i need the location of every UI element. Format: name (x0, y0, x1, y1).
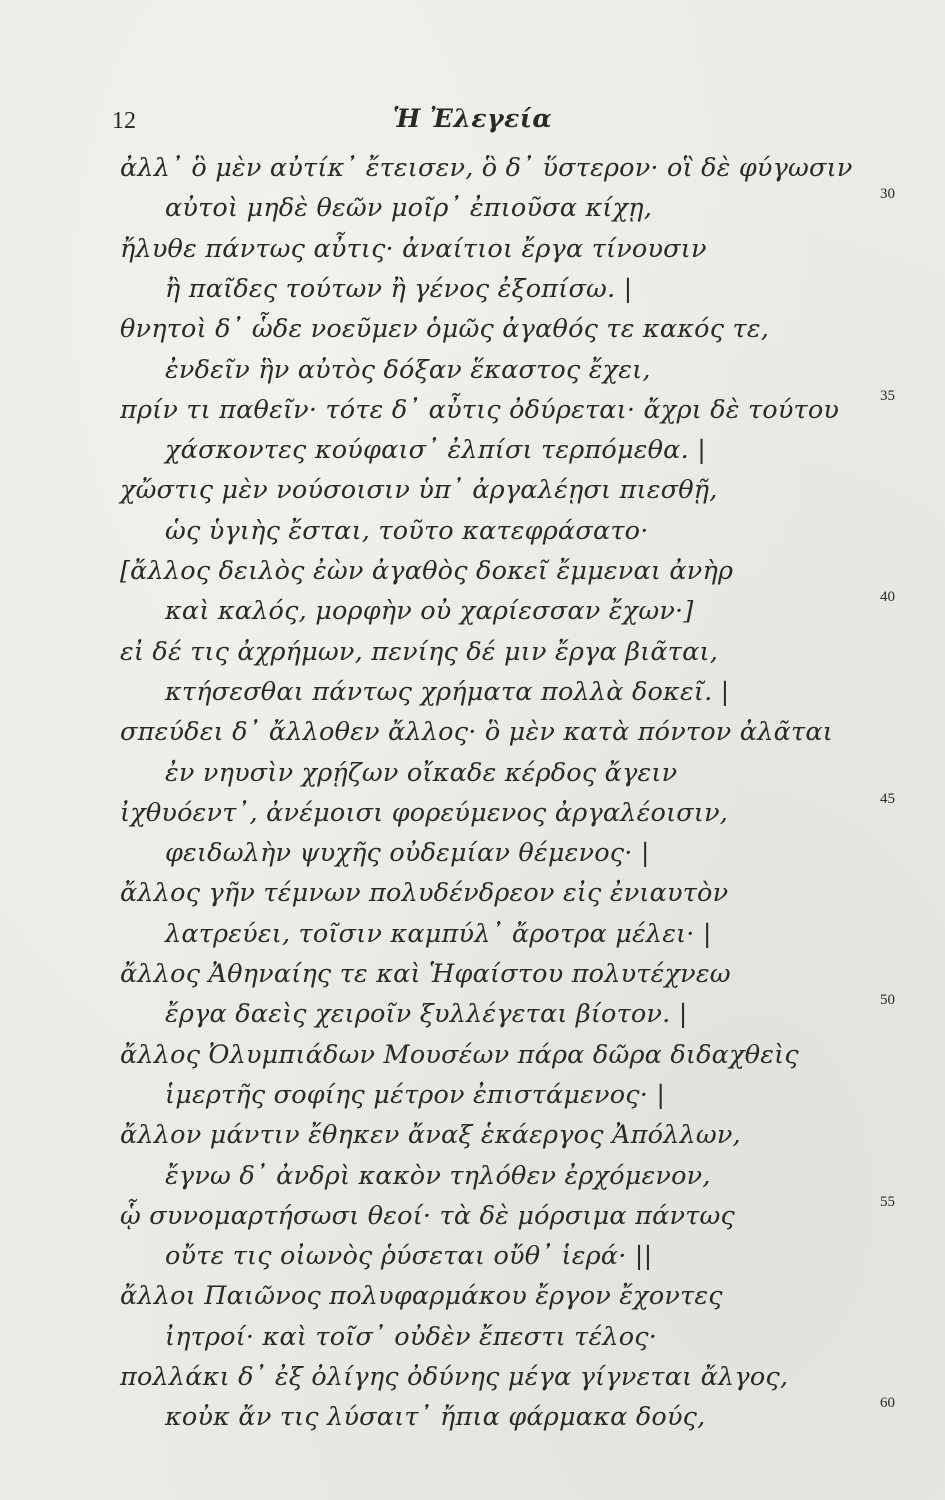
verse-line (0, 1193, 945, 1236)
verse-text: κτήσεσθαι πάντως χρήματα πολλὰ δοκεῖ. | (165, 676, 730, 707)
line-number: 45 (880, 790, 895, 807)
verse-text: ὡς ὑγιὴς ἔσται, τοῦτο κατεφράσατο· (165, 515, 649, 546)
line-number: 60 (880, 1395, 895, 1412)
verse-line (0, 672, 945, 712)
verse-text: ἰχθυόεντ᾽, ἀνέμοισι φορεύμενος ἀργαλέοισιν, (120, 797, 729, 828)
verse-line (0, 430, 945, 470)
verse-text: καὶ καλός, μορφὴν οὐ χαρίεσσαν ἔχων·] (165, 596, 694, 627)
verse-text: ἔγνω δ᾽ ἀνδρὶ κακὸν τηλόθεν ἐρχόμενον, (165, 1160, 711, 1191)
verse-text: πολλάκι δ᾽ ἐξ ὀλίγης ὀδύνης μέγα γίγνεται ἄλγος, (120, 1362, 789, 1392)
verse-line (0, 1397, 945, 1437)
verse-line (0, 350, 945, 390)
page-number: 12 (112, 108, 136, 134)
verse-line (0, 1276, 945, 1316)
verse-text: ἄλλος Ὀλυμπιάδων Μουσέων πάρα δῶρα διδαχθεὶς (120, 1039, 799, 1070)
verse-line (0, 229, 945, 269)
verse-line (0, 1317, 945, 1357)
verse-text: [ἄλλος δειλὸς ἐὼν ἀγαθὸς δοκεῖ ἔμμεναι ἀνὴρ (120, 556, 734, 586)
verse-line (0, 188, 945, 228)
line-number: 30 (880, 186, 895, 203)
verse-line (0, 387, 945, 430)
verse-text: ἤλυθε πάντως αὖτις· ἀναίτιοι ἔργα τίνουσιν (120, 233, 707, 264)
verse-text: χὤστις μὲν νούσοισιν ὑπ᾽ ἀργαλέῃσι πιεσθῇ, (120, 475, 718, 506)
verse-line (0, 1156, 945, 1196)
verse-line (0, 914, 945, 954)
verse-line (0, 148, 945, 188)
verse-line (0, 269, 945, 309)
verse-text: πρίν τι παθεῖν· τότε δ᾽ αὖτις ὀδύρεται· ἄχρι δὲ τούτου (120, 394, 840, 425)
verse-text: ἄλλος Ἀθηναίης τε καὶ Ἡφαίστου πολυτέχνεω (120, 959, 731, 989)
verse-text: ἄλλοι Παιῶνος πολυφαρμάκου ἔργον ἔχοντες (120, 1281, 723, 1312)
verse-line (0, 1075, 945, 1115)
verse-text: θνητοὶ δ᾽ ὧδε νοεῦμεν ὁμῶς ἀγαθός τε κακός τε, (120, 314, 770, 345)
verse-text: ἄλλον μάντιν ἔθηκεν ἄναξ ἑκάεργος Ἀπόλλων, (120, 1120, 741, 1151)
verse-text: φειδωλὴν ψυχῆς οὐδεμίαν θέμενος· | (165, 838, 650, 869)
verse-text: ἄλλος γῆν τέμνων πολυδένδρεον εἰς ἐνιαυτὸν (120, 878, 729, 909)
line-number: 50 (880, 992, 895, 1009)
verse-line (0, 591, 945, 631)
verse-text: ἐνδεῖν ἣν αὐτὸς δόξαν ἕκαστος ἔχει, (165, 354, 651, 385)
verse-line (0, 712, 945, 752)
verse-line (0, 551, 945, 591)
line-number: 40 (880, 589, 895, 606)
verse-line (0, 994, 945, 1034)
verse-text: εἰ δέ τις ἀχρήμων, πενίης δέ μιν ἔργα βιᾶται, (120, 636, 719, 667)
verse-text: ἀλλ᾽ ὃ μὲν αὐτίκ᾽ ἔτεισεν, ὃ δ᾽ ὕστερον· οἳ δὲ φύγωσιν (120, 153, 853, 183)
verse-line (0, 833, 945, 873)
verse-text: ἐν νηυσὶν χρῄζων οἴκαδε κέρδος ἄγειν (165, 757, 678, 788)
verse-line (0, 1035, 945, 1075)
verse-line (0, 511, 945, 551)
running-head: Ἡ Ἐλεγεία (392, 104, 553, 133)
verse-line (0, 632, 945, 672)
verse-text: ἰητροί· καὶ τοῖσ᾽ οὐδὲν ἔπεστι τέλος· (165, 1321, 658, 1352)
verse-line (0, 1357, 945, 1397)
verse-line (0, 1236, 945, 1276)
verse-line (0, 470, 945, 510)
verse-line (0, 753, 945, 793)
verse-line (0, 790, 945, 833)
verse-text: ἔργα δαεὶς χειροῖν ξυλλέγεται βίοτον. | (165, 999, 688, 1030)
verse-text: αὐτοὶ μηδὲ θεῶν μοῖρ᾽ ἐπιοῦσα κίχῃ, (165, 193, 653, 224)
verse-line (0, 309, 945, 349)
verse-line (0, 873, 945, 913)
verse-text: κοὐκ ἄν τις λύσαιτ᾽ ἤπια φάρμακα δούς, (165, 1402, 706, 1433)
verse-text: χάσκοντες κούφαισ᾽ ἐλπίσι τερπόμεθα. | (165, 435, 706, 466)
line-number: 35 (880, 387, 895, 404)
verse-text: λατρεύει, τοῖσιν καμπύλ᾽ ἄροτρα μέλει· | (165, 918, 712, 949)
verse-text: ἢ παῖδες τούτων ἢ γένος ἐξοπίσω. | (165, 273, 633, 304)
verse-line (0, 1115, 945, 1155)
verse-text: οὔτε τις οἰωνὸς ῥύσεται οὔθ᾽ ἱερά· || (165, 1241, 653, 1272)
verse-line (0, 954, 945, 994)
verse-text: ᾧ συνομαρτήσωσι θεοί· τὰ δὲ μόρσιμα πάντως (120, 1200, 735, 1231)
line-number: 55 (880, 1193, 895, 1210)
verse-text: ἱμερτῆς σοφίης μέτρον ἐπιστάμενος· | (165, 1079, 666, 1110)
verse-text: σπεύδει δ᾽ ἄλλοθεν ἄλλος· ὃ μὲν κατὰ πόντον ἀλᾶται (120, 717, 833, 748)
